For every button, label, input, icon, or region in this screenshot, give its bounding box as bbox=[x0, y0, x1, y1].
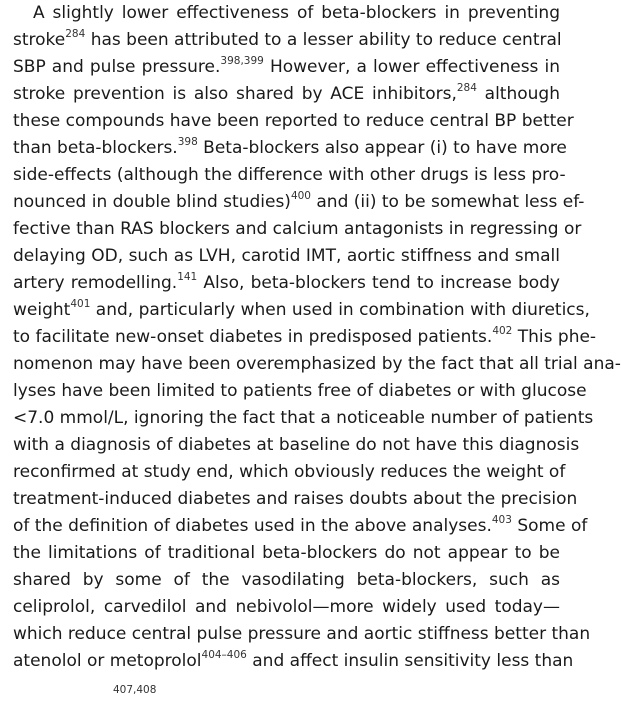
text-line: atenolol or metoprolol$^{404-406}$ and affect insulin sensitivity less than bbox=[13, 649, 574, 671]
text-line: lyses have been limited to patients free of diabetes or with glucose bbox=[13, 381, 587, 401]
text-line: SBP and pulse pressure.$^{398,399}$ However, a lower effectiveness in bbox=[13, 55, 561, 77]
citation-ref[interactable]: 284 bbox=[456, 82, 477, 94]
text-line: delaying OD, such as LVH, carotid IMT, aortic stiffness and small bbox=[13, 246, 560, 266]
text-line: celiprolol, carvedilol and nebivolol—more widely used today— bbox=[13, 597, 560, 617]
text-line: with a diagnosis of diabetes at baseline do not have this diagnosis bbox=[13, 435, 580, 455]
text-line: artery remodelling.$^{141}$ Also, beta-blockers tend to increase body bbox=[13, 271, 560, 293]
citation-ref[interactable]: 401 bbox=[70, 298, 91, 310]
clipped-next-line: 407,408 bbox=[113, 684, 157, 696]
citation-ref[interactable]: 141 bbox=[177, 271, 198, 283]
text-line: weight$^{401}$ and, particularly when used in combination with diuretics, bbox=[13, 298, 590, 320]
citation-ref[interactable]: 404–406 bbox=[201, 649, 247, 661]
citation-ref[interactable]: 402 bbox=[492, 325, 513, 337]
text-line: reconfirmed at study end, which obviously reduces the weight of bbox=[13, 462, 566, 482]
text-line: to facilitate new-onset diabetes in predisposed patients.$^{402}$ This phe- bbox=[13, 325, 597, 347]
citation-ref[interactable]: 400 bbox=[290, 190, 311, 202]
text-line: the limitations of traditional beta-blockers do not appear to be bbox=[13, 543, 560, 563]
text-line: side-effects (although the difference with other drugs is less pro- bbox=[13, 165, 566, 185]
text-line: of the definition of diabetes used in the above analyses.$^{403}$ Some of bbox=[13, 514, 588, 536]
text-line: nomenon may have been overemphasized by the fact that all trial ana- bbox=[13, 354, 621, 374]
text-line: <7.0 mmol/L, ignoring the fact that a noticeable number of patients bbox=[13, 408, 594, 428]
text-line: stroke prevention is also shared by ACE inhibitors,$^{284}$ although bbox=[13, 82, 560, 104]
citation-ref[interactable]: 403 bbox=[491, 514, 512, 526]
text-line: stroke$^{284}$ has been attributed to a lesser ability to reduce central bbox=[13, 28, 562, 50]
text-line: fective than RAS blockers and calcium antagonists in regressing or bbox=[13, 219, 582, 239]
citation-ref[interactable]: 398,399 bbox=[220, 55, 264, 67]
text-line: these compounds have been reported to reduce central BP better bbox=[13, 111, 574, 131]
text-line: nounced in double blind studies)$^{400}$ and (ii) to be somewhat less ef- bbox=[13, 190, 585, 212]
citation-ref[interactable]: 398 bbox=[177, 136, 198, 148]
text-line: shared by some of the vasodilating beta-blockers, such as bbox=[13, 570, 560, 590]
text-line: than beta-blockers.$^{398}$ Beta-blockers also appear (i) to have more bbox=[13, 136, 567, 158]
text-line: treatment-induced diabetes and raises doubts about the precision bbox=[13, 489, 578, 509]
text-line: which reduce central pulse pressure and aortic stiffness better than bbox=[13, 624, 591, 644]
citation-ref[interactable]: 284 bbox=[65, 28, 86, 40]
text-line: A slightly lower effectiveness of beta-blockers in preventing bbox=[33, 3, 560, 23]
